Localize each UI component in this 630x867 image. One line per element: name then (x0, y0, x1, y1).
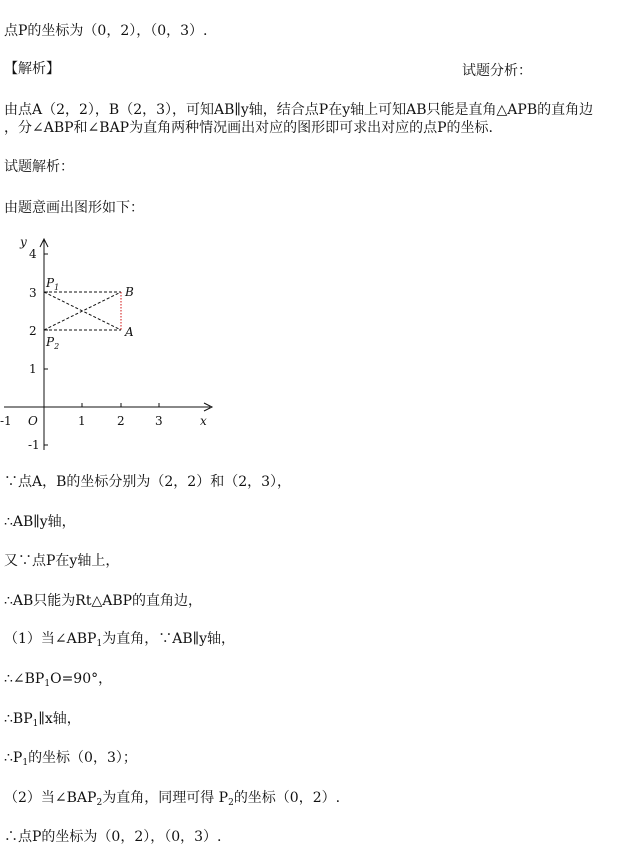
x-tick-label-1: 1 (78, 414, 86, 428)
solution-line-1: ∵点A，B的坐标分别为（2，2）和（2，3）， (4, 474, 292, 490)
x-tick-label-3: 3 (155, 414, 163, 428)
solution-line-4: ∴AB只能为Rt△ABP的直角边， (4, 593, 203, 609)
y-tick-label-4: 4 (29, 247, 37, 261)
y-tick-label-3: 3 (29, 286, 37, 300)
origin-label: O (28, 414, 38, 428)
analysis-line-2: ，分∠ABP和∠BAP为直角两种情况画出对应的图形即可求出对应的点P的坐标. (4, 120, 493, 136)
jieda-heading: 试题解析： (4, 159, 74, 175)
a-label: A (125, 325, 134, 339)
y-tick-label-1: 1 (29, 362, 37, 376)
intro-line: 点P的坐标为（0，2），（0，3）. (4, 23, 208, 39)
solution-line-7: $\therefore BP_1\parallel x$轴， (4, 711, 81, 729)
b-label: B (125, 285, 134, 299)
y-axis-label: y (20, 235, 27, 249)
x-tick-label-neg1: -1 (0, 414, 12, 428)
solution-line-2: ∴AB∥y轴， (4, 514, 76, 530)
jiexi-heading: 【解析】 (4, 61, 60, 77)
solution-line-8: $\therefore P_1$的坐标（0，3）； (4, 750, 137, 768)
y-tick-label-2: 2 (29, 324, 37, 338)
p2-label: $P_2$ (46, 335, 60, 351)
y-tick-label-neg1: -1 (28, 438, 40, 452)
coordinate-figure (0, 228, 230, 463)
conclusion-line: ∴点P的坐标为（0，2），（0，3）. (4, 829, 222, 845)
draw-intro: 由题意画出图形如下： (4, 200, 144, 216)
fenxi-heading: 试题分析： (462, 63, 532, 79)
solution-line-5: （1）当$\angle ABP_1$为直角，∵AB∥y轴， (4, 631, 235, 649)
solution-line-6: $\therefore\angle BP_1O=90^\circ$， (4, 671, 113, 689)
solution-line-9: （2）当$\angle BAP_2$为直角，同理可得 $P_2$的坐标（0，2）. (4, 790, 341, 808)
x-tick-label-2: 2 (117, 414, 125, 428)
solution-line-3: 又∵点P在y轴上， (4, 553, 120, 569)
x-axis-label: x (200, 414, 207, 428)
analysis-line-1: 由点A（2，2），B（2，3），可知AB∥y轴，结合点P在y轴上可知AB只能是直角△APB的直角边 (4, 102, 594, 118)
p1-label: $P_1$ (46, 276, 60, 292)
